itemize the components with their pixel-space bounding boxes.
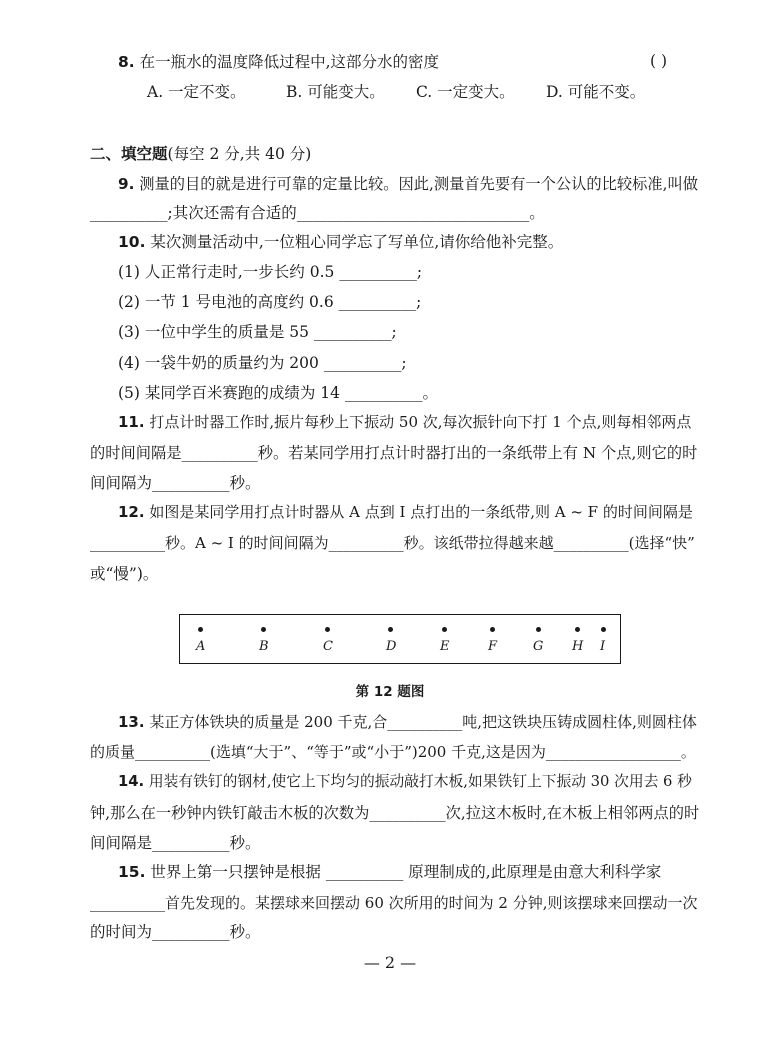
question-14-line-1 [118, 772, 692, 792]
option-d: D. 可能不变。 [546, 83, 646, 101]
question-10 [118, 232, 563, 252]
page-number: — 2 — [363, 953, 417, 972]
tape-label-h: H [572, 639, 584, 654]
tape-label-d: D [386, 639, 397, 654]
tape-label-c: C [323, 639, 333, 654]
section-title [90, 144, 311, 164]
question-12-line-1 [118, 502, 693, 522]
question-11-line-2: 的时间间隔是__________秒。若某同学用打点计时器打出的一条纸带上有 N 个点,则它的时 [90, 444, 698, 462]
tape-label-g: G [533, 639, 544, 654]
tape-label-a: A [196, 639, 206, 654]
question-text: 如图是某同学用打点计时器从 A 点到 I 点打出的一条纸带,则 A ~ F 的时间间隔是 [149, 503, 693, 521]
tape-dot-c [325, 627, 330, 632]
question-14-line-3: 间间隔是__________秒。 [90, 834, 261, 852]
question-number: 10. [118, 233, 146, 251]
question-number: 15. [118, 863, 146, 881]
question-text: 某次测量活动中,一位粗心同学忘了写单位,请你给他补完整。 [150, 233, 564, 251]
question-12-line-3: 或“慢”)。 [90, 565, 159, 583]
figure-caption: 第 12 题图 [355, 684, 425, 700]
question-11-line-3: 间间隔为__________秒。 [90, 474, 261, 492]
question-number: 9. [118, 175, 135, 193]
question-text: 测量的目的就是进行可靠的定量比较。因此,测量首先要有一个公认的比较标准,叫做 [139, 175, 698, 193]
q10-item-1: (1) 人正常行走时,一步长约 0.5 __________; [118, 263, 423, 281]
question-13-line-1 [118, 712, 697, 732]
question-text: 在一瓶水的温度降低过程中,这部分水的密度 [139, 53, 440, 71]
question-15-line-3: 的时间为__________秒。 [90, 923, 261, 941]
tape-dot-e [442, 627, 447, 632]
section-score-note: (每空 2 分,共 40 分) [167, 145, 312, 163]
option-c: C. 一定变大。 [416, 83, 515, 101]
tape-dot-b [261, 627, 266, 632]
tape-dot-i [601, 627, 606, 632]
question-text: 世界上第一只摆钟是根据 __________ 原理制成的,此原理是由意大利科学家 [150, 863, 662, 881]
q10-item-4: (4) 一袋牛奶的质量约为 200 __________; [118, 354, 407, 372]
question-number: 14. [118, 773, 145, 790]
question-14-line-2: 钟,那么在一秒钟内铁钉敲击木板的次数为__________次,拉这木板时,在木板上相邻两点的时 [90, 804, 700, 822]
tape-dot-d [388, 627, 393, 632]
tape-label-b: B [259, 639, 269, 654]
question-15-line-1 [118, 862, 661, 882]
tape-dot-f [490, 627, 495, 632]
option-b: B. 可能变大。 [286, 83, 385, 101]
section-heading: 二、填空题 [90, 145, 168, 163]
question-number: 12. [118, 503, 145, 521]
question-9-line-2: __________;其次还需有合适的______________________________。 [90, 204, 545, 222]
q10-item-2: (2) 一节 1 号电池的高度约 0.6 __________; [118, 293, 422, 311]
q10-item-5: (5) 某同学百米赛跑的成绩为 14 __________。 [118, 384, 438, 402]
question-number: 13. [118, 713, 145, 731]
tape-label-f: F [488, 639, 498, 654]
tape-dot-g [536, 627, 541, 632]
tape-dot-a [198, 627, 203, 632]
tape-label-e: E [440, 639, 450, 654]
question-12-line-2: __________秒。A ~ I 的时间间隔为__________秒。该纸带拉得越来越__________(选择“快” [90, 534, 695, 552]
question-number: 8. [118, 53, 135, 71]
question-number: 11. [118, 413, 145, 431]
question-text: 某正方体铁块的质量是 200 千克,合__________吨,把这铁块压铸成圆柱体,则圆柱体 [149, 713, 697, 731]
question-11-line-1 [118, 412, 691, 432]
question-text: 用装有铁钉的钢材,使它上下均匀的振动敲打木板,如果铁钉上下振动 30 次用去 6 秒 [148, 773, 692, 790]
answer-parentheses: ( ) [650, 52, 668, 70]
option-a: A. 一定不变。 [147, 83, 246, 101]
question-text: 打点计时器工作时,振片每秒上下振动 50 次,每次振针向下打 1 个点,则每相邻两点 [149, 413, 692, 431]
question-15-line-2: __________首先发现的。某摆球来回摆动 60 次所用的时间为 2 分钟,则该摆球来回摆动一次 [90, 894, 698, 912]
q10-item-3: (3) 一位中学生的质量是 55 __________; [118, 323, 397, 341]
tape-label-i: I [600, 639, 606, 654]
paper-tape-figure [179, 614, 621, 664]
question-8 [118, 52, 439, 72]
question-13-line-2: 的质量__________(选填“大于”、“等于”或“小于”)200 千克,这是因为__________________。 [90, 743, 696, 761]
question-9-line-1 [118, 174, 698, 194]
tape-dot-h [575, 627, 580, 632]
